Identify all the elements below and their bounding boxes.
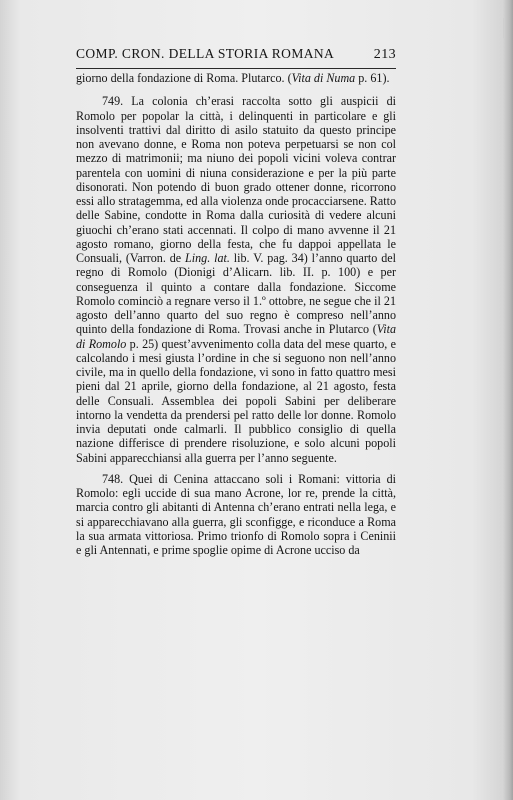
header-rule	[76, 68, 396, 69]
text-run: p. 25) quest’avvenimento colla data del mese quarto, e calcolando i mesi giusta l’ordine in che si seguono non nell’anno civile, ma in quello della fondazione, vi sono in fatto quattro mesi pieni dal 21 aprile, giorno della fondazione, al 21 agosto, festa delle Consuali. Assemblea dei popoli Sabini per deliberare intorno la vendetta da prendersi pel ratto delle lor donne. Romolo invia deputati onde calmarli. Il pubblico consiglio di quella nazione differisce di prendere risoluzione, e solo alcuni popoli Sabini apparecchiansi alla guerra per l’anno seguente.	[76, 336, 396, 465]
text-run: 748. Quei di Cenina attaccano soli i Romani: vittoria di Romolo: egli uccide di sua mano Acrone, lor re, prende la città, marcia contro gli abitanti di Antenna ch’erano entrati nella lega, e si apparecchiavano alla guerra, gli sconfigge, e riconduce a Roma la sua armata vittoriosa. Primo trionfo di Romolo sopra i Ceninii e gli Antennati, e prime spoglie opime di Acrone ucciso da	[76, 471, 396, 557]
text-run-italic: Vita di Romolo	[76, 322, 396, 351]
edge-mark	[503, 18, 505, 38]
text-run: 749. La colonia ch’erasi raccolta sotto gli auspicii di Romolo per popolar la città, i delinquenti in particolare e gli insolventi trattivi dal diritto di asilo statuito da questo principe non avevano donne, e Roma non poteva perpetuarsi se non col mezzo di matrimonii; ma niuno dei popoli vicini voleva contrar parentela con uomini di niuna considerazione e per la più parte disonorati. Non potendo di buon grado ottener donne, ricorrono essi allo stratagemma, ed alla violenza onde procacciarsene. Ratto delle Sabine, condotte in Roma dalla curiosità di vedere alcuni giuochi ch’erano stati accennati. Il colpo di mano avvenne il 21 agosto romano, giorno della festa, che fu dappoi appellata le Consuali, (Varron. de	[76, 94, 396, 265]
text-run-italic: Vita di Numa	[291, 71, 356, 85]
paragraph-entry-748	[76, 472, 396, 558]
page-number: 213	[373, 47, 396, 62]
running-header	[76, 46, 396, 68]
paragraph-entry-749	[76, 94, 396, 465]
page-edge-shadow	[503, 0, 513, 800]
text-run: giorno della fondazione di Roma. Plutarco. (	[76, 71, 292, 85]
text-column	[76, 46, 396, 557]
text-run: lib. V. pag. 34) l’anno quarto del regno di Romolo (Dionigi d’Alicarn. lib. II. p. 100) e per conseguenza il quinto a contare dalla fondazione. Siccome Romolo cominciò a regnare verso il 1.º ottobre, ne segue che il 21 agosto dell’anno quarto del suo regno è compreso nell’anno quinto della fondazione di Roma. Trovasi anche in Plutarco (	[76, 251, 396, 337]
paragraph-continuation	[76, 71, 396, 85]
text-run-italic: Ling. lat.	[185, 251, 230, 265]
running-title: COMP. CRON. DELLA STORIA ROMANA	[76, 46, 335, 61]
text-run: p. 61).	[355, 71, 390, 85]
